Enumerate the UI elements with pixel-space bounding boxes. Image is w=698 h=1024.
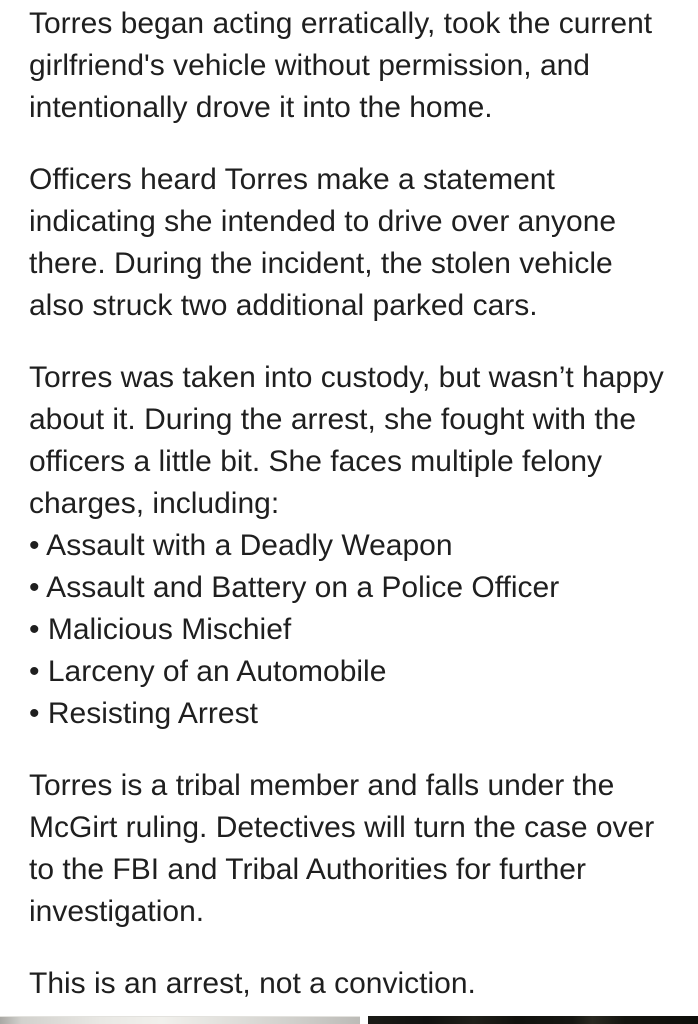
- charge-list-item: • Assault and Battery on a Police Officer: [29, 571, 560, 604]
- post-paragraph-5: This is an arrest, not a conviction.: [29, 967, 476, 1000]
- photo-attachment-strip: [0, 1016, 698, 1024]
- post-paragraph-4: Torres is a tribal member and falls under the McGirt ruling. Detectives will turn the case over to the FBI and Tribal Authorities for further investigation.: [29, 769, 655, 928]
- charge-list-item: • Malicious Mischief: [29, 613, 292, 646]
- charge-list-item: • Assault with a Deadly Weapon: [29, 529, 453, 562]
- charge-list-item: • Resisting Arrest: [29, 697, 258, 730]
- post-paragraph-3-intro: Torres was taken into custody, but wasn’t happy about it. During the arrest, she fought with the officers a little bit. She faces multiple felony charges, including:: [29, 361, 664, 520]
- charge-list-item: • Larceny of an Automobile: [29, 655, 387, 688]
- photo-thumbnail-right[interactable]: [368, 1016, 698, 1024]
- post-paragraph-2: Officers heard Torres make a statement indicating she intended to drive over anyone there. During the incident, the stolen vehicle also struck two additional parked cars.: [29, 163, 617, 322]
- photo-thumbnail-left[interactable]: [0, 1016, 360, 1024]
- charge-list: [29, 525, 669, 735]
- post-paragraph-1: Torres began acting erratically, took the current girlfriend's vehicle without permission, and intentionally drove it into the home.: [29, 7, 653, 124]
